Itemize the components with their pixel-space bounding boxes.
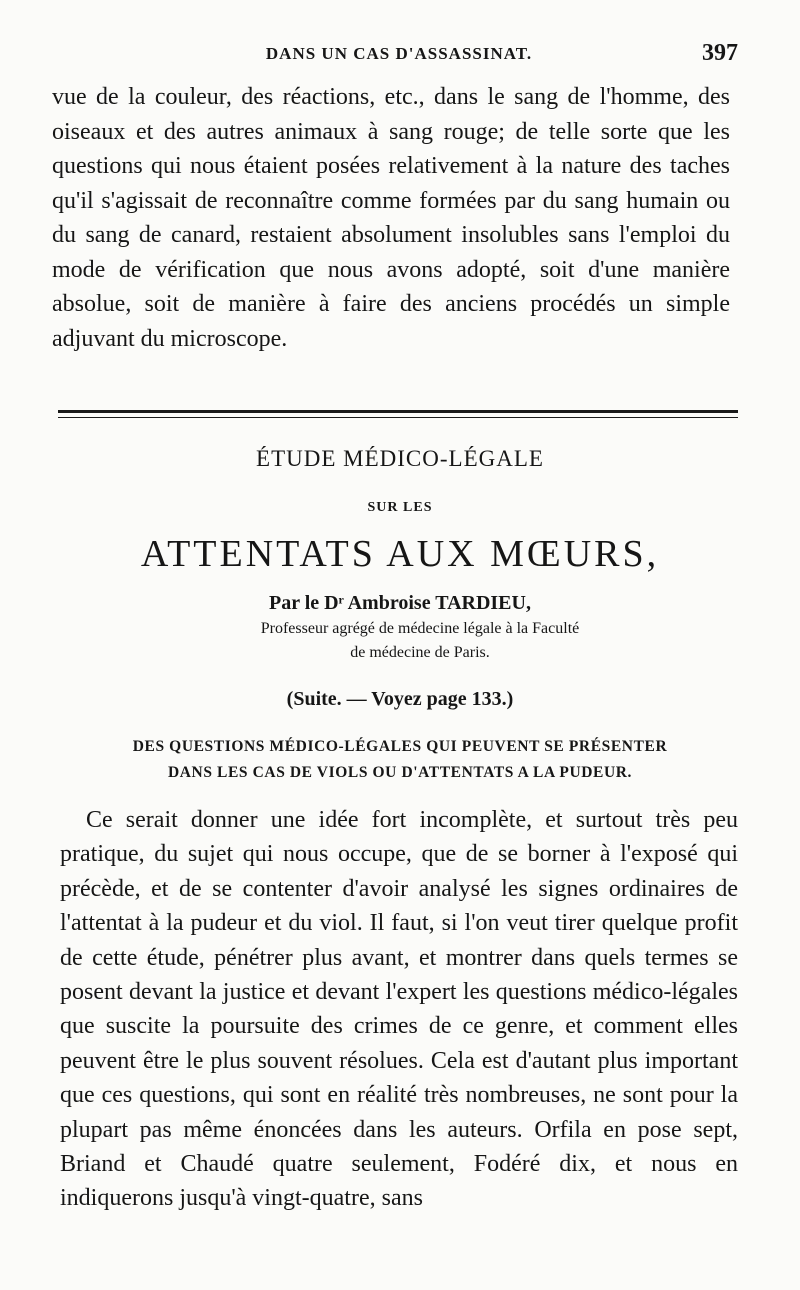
intro-paragraph-block bbox=[52, 80, 730, 356]
intro-paragraph: vue de la couleur, des réactions, etc., dans le sang de l'homme, des oiseaux et des autres animaux à sang rouge; de telle sorte que les questions qui nous étaient posées relativement à la nature des taches qu'il s'agissait de reconnaître comme formées par du sang humain ou du sang de canard, restaient absolument insolubles sans l'emploi du mode de vérification que nous avons adopté, soit d'une manière absolue, soit de manière à faire des anciens procédés un simple adjuvant du microscope. bbox=[52, 84, 730, 352]
author-affiliation-line-2: de médecine de Paris. bbox=[350, 644, 490, 661]
article-author: Par le Dʳ Ambroise TARDIEU, bbox=[269, 592, 531, 614]
section-divider-thick bbox=[58, 410, 738, 413]
section-body bbox=[60, 803, 738, 1216]
section-paragraph: Ce serait donner une idée fort incomplète, et surtout très peu pratique, du sujet qui nous occupe, que de se borner à l'exposé qui précède, et de se contenter d'avoir analysé les signes ordinaires de l'attentat à la pudeur et du viol. Il faut, si l'on veut tirer quelque profit de cette étude, pénétrer plus avant, et montrer dans quels termes se posent devant la justice et devant l'expert les questions médico-légales que suscite la poursuite des crimes de ce genre, et comment elles peuvent être le plus souvent résolues. Cela est d'autant plus important que ces questions, qui sont en réalité très nombreuses, ne sont pour la plupart pas même énoncées dans les auteurs. Orfila en pose sept, Briand et Chaudé quatre seulement, Fodéré dix, et nous en indiquerons jusqu'à vingt-quatre, sans bbox=[60, 807, 738, 1212]
section-heading-line-2: DANS LES CAS DE VIOLS OU D'ATTENTATS A LA PUDEUR. bbox=[167, 764, 633, 781]
page-number: 397 bbox=[702, 40, 738, 66]
section-heading-line-1: DES QUESTIONS MÉDICO-LÉGALES QUI PEUVENT SE PRÉSENTER bbox=[132, 738, 668, 755]
article-title-line: ÉTUDE MÉDICO-LÉGALE bbox=[256, 446, 544, 471]
continuation-note: (Suite. — Voyez page 133.) bbox=[286, 688, 514, 710]
article-sub-line: SUR LES bbox=[367, 500, 433, 515]
running-head bbox=[60, 40, 738, 74]
article-main-title: ATTENTATS AUX MŒURS, bbox=[140, 533, 660, 575]
author-affiliation-line-1: Professeur agrégé de médecine légale à la Faculté bbox=[260, 620, 580, 637]
running-head-title: DANS UN CAS D'ASSASSINAT. bbox=[265, 44, 533, 63]
section-divider-thin bbox=[58, 417, 738, 418]
